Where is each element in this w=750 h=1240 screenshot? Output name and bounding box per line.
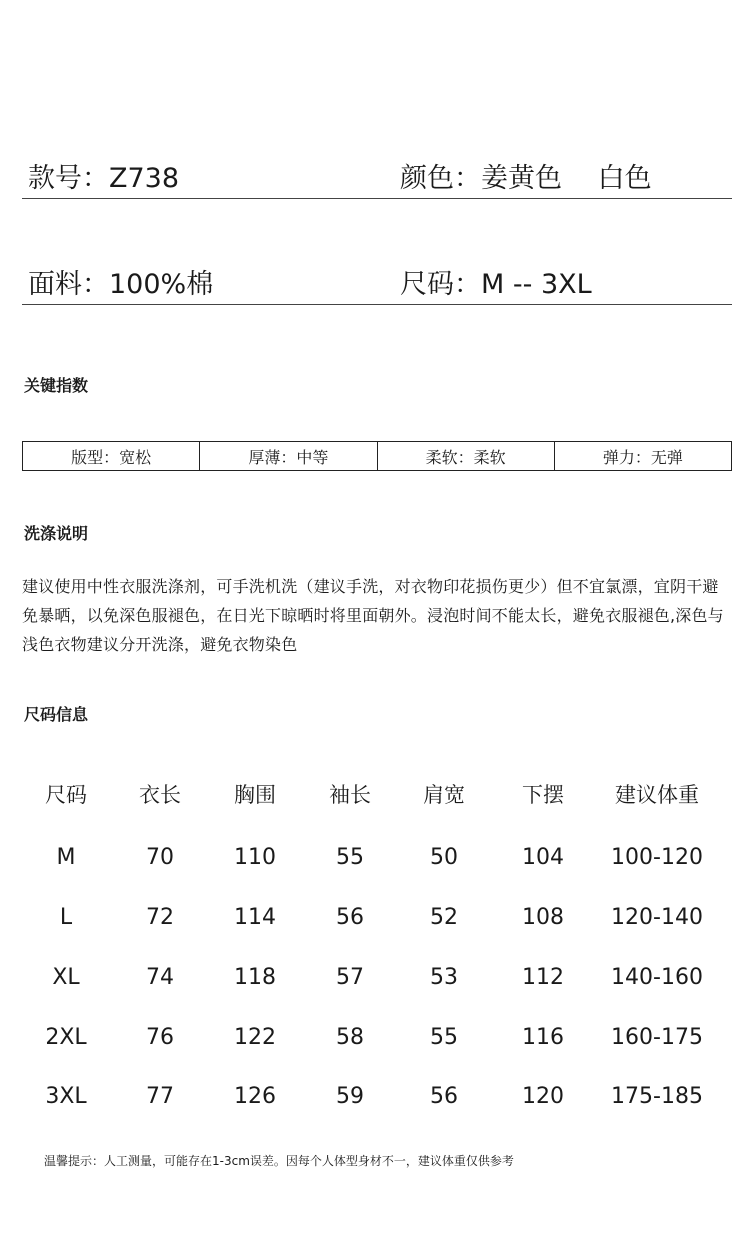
table-cell: 112 xyxy=(522,965,564,990)
size-table-header xyxy=(0,779,750,811)
size-info-heading: 尺码信息 xyxy=(24,705,89,724)
table-cell: 114 xyxy=(234,905,276,930)
table-cell: 70 xyxy=(146,845,174,870)
column-header: 胸围 xyxy=(234,783,276,807)
table-cell: 110 xyxy=(234,845,276,870)
table-cell: 77 xyxy=(146,1084,174,1109)
table-row xyxy=(0,965,750,997)
table-cell: 104 xyxy=(522,845,564,870)
table-cell: L xyxy=(59,905,73,930)
table-cell: 3XL xyxy=(45,1084,87,1109)
table-cell: 126 xyxy=(234,1084,276,1109)
table-cell: 108 xyxy=(522,905,564,930)
table-row xyxy=(0,905,750,937)
table-cell: 2XL xyxy=(45,1025,87,1050)
divider xyxy=(22,198,732,199)
table-cell: 56 xyxy=(336,905,364,930)
table-cell: 116 xyxy=(522,1025,564,1050)
table-cell: M xyxy=(56,845,76,870)
param-thickness: 厚薄：中等 xyxy=(200,442,377,470)
key-params-table xyxy=(22,441,732,471)
table-cell: 57 xyxy=(336,965,364,990)
table-cell: 55 xyxy=(430,1025,458,1050)
table-cell: 55 xyxy=(336,845,364,870)
column-header: 下摆 xyxy=(522,783,564,807)
table-cell: 175-185 xyxy=(611,1084,703,1109)
table-cell: 76 xyxy=(146,1025,174,1050)
table-cell: 120-140 xyxy=(611,905,703,930)
info-row-2 xyxy=(22,262,732,302)
info-row-1 xyxy=(22,156,732,196)
table-cell: 122 xyxy=(234,1025,276,1050)
measurement-note: 温馨提示：人工测量，可能存在1-3cm误差。因每个人体型身材不一，建议体重仅供参考 xyxy=(44,1154,514,1168)
divider xyxy=(22,304,732,305)
color-info: 颜色：姜黄色 白色 xyxy=(400,163,652,194)
key-params-heading: 关键指数 xyxy=(24,376,89,395)
table-cell: 74 xyxy=(146,965,174,990)
column-header: 尺码 xyxy=(45,783,87,807)
washing-text: 建议使用中性衣服洗涤剂，可手洗机洗（建议手洗，对衣物印花损伤更少）但不宜氯漂，宜阴干避免暴晒，以免深色服褪色，在日光下晾晒时将里面朝外。浸泡时间不能太长，避免衣服褪色,深色与浅色衣物建议分开洗涤，避免衣物染色 xyxy=(22,577,724,654)
table-cell: 50 xyxy=(430,845,458,870)
table-cell: XL xyxy=(52,965,80,990)
table-row xyxy=(0,1025,750,1057)
table-cell: 160-175 xyxy=(611,1025,703,1050)
column-header: 建议体重 xyxy=(615,783,699,807)
param-elasticity: 弹力：无弹 xyxy=(602,447,683,467)
column-header: 袖长 xyxy=(329,783,371,807)
table-cell: 53 xyxy=(430,965,458,990)
table-cell: 58 xyxy=(336,1025,364,1050)
fabric-info: 面料：100%棉 xyxy=(28,269,214,300)
table-cell: 59 xyxy=(336,1084,364,1109)
table-cell: 118 xyxy=(234,965,276,990)
param-fit: 版型：宽松 xyxy=(23,442,200,470)
table-cell: 140-160 xyxy=(611,965,703,990)
param-softness: 柔软：柔软 xyxy=(378,442,555,470)
table-row xyxy=(0,845,750,877)
table-cell: 56 xyxy=(430,1084,458,1109)
table-cell: 100-120 xyxy=(611,845,703,870)
style-number: 款号：Z738 xyxy=(28,163,180,194)
table-cell: 72 xyxy=(146,905,174,930)
table-cell: 120 xyxy=(522,1084,564,1109)
table-cell: 52 xyxy=(430,905,458,930)
column-header: 肩宽 xyxy=(423,783,465,807)
size-range-info: 尺码：M -- 3XL xyxy=(400,269,592,300)
column-header: 衣长 xyxy=(139,783,181,807)
washing-heading: 洗涤说明 xyxy=(24,524,89,543)
table-row xyxy=(0,1084,750,1116)
